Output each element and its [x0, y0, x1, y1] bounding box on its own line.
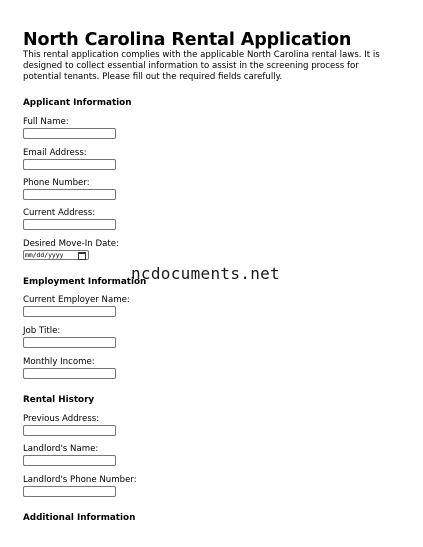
move-in-date-placeholder: mm/dd/yyyy	[25, 251, 64, 259]
page-title: North Carolina Rental Application	[23, 30, 352, 50]
current-address-input[interactable]	[23, 219, 116, 230]
move-in-date-input[interactable]	[23, 250, 89, 260]
job-title-group	[23, 326, 116, 348]
previous-address-input[interactable]	[23, 425, 116, 436]
landlord-name-group	[23, 444, 116, 466]
landlord-name-label: Landlord's Name:	[23, 444, 99, 454]
phone-label: Phone Number:	[23, 178, 90, 188]
full-name-group	[23, 117, 116, 139]
move-in-date-group	[23, 239, 119, 260]
phone-input[interactable]	[23, 189, 116, 200]
intro-paragraph: This rental application complies with the applicable North Carolina rental laws. It is designed to collect essential information to assist in the screening process for potential tenants. Please fill out the required fields carefully.	[23, 50, 380, 82]
full-name-input[interactable]	[23, 128, 116, 139]
phone-group	[23, 178, 116, 200]
email-group	[23, 148, 116, 170]
monthly-income-input[interactable]	[23, 368, 116, 379]
previous-address-group	[23, 414, 116, 436]
section-heading-applicant: Applicant Information	[23, 98, 132, 108]
section-heading-additional: Additional Information	[23, 513, 136, 523]
current-address-group	[23, 208, 116, 230]
landlord-phone-group	[23, 475, 137, 497]
email-input[interactable]	[23, 159, 116, 170]
landlord-phone-input[interactable]	[23, 486, 116, 497]
watermark: ncdocuments.net	[131, 264, 280, 283]
section-heading-rental-history: Rental History	[23, 395, 95, 405]
job-title-label: Job Title:	[23, 326, 61, 336]
monthly-income-group	[23, 357, 116, 379]
employer-input[interactable]	[23, 306, 116, 317]
full-name-label: Full Name:	[23, 117, 69, 127]
monthly-income-label: Monthly Income:	[23, 357, 95, 367]
section-heading-employment: Employment Information	[23, 277, 147, 287]
landlord-name-input[interactable]	[23, 455, 116, 466]
landlord-phone-label: Landlord's Phone Number:	[23, 475, 137, 485]
calendar-icon[interactable]	[78, 252, 86, 260]
move-in-date-label: Desired Move-In Date:	[23, 239, 119, 249]
email-label: Email Address:	[23, 148, 87, 158]
job-title-input[interactable]	[23, 337, 116, 348]
employer-group	[23, 295, 130, 317]
employer-label: Current Employer Name:	[23, 295, 130, 305]
current-address-label: Current Address:	[23, 208, 96, 218]
previous-address-label: Previous Address:	[23, 414, 100, 424]
